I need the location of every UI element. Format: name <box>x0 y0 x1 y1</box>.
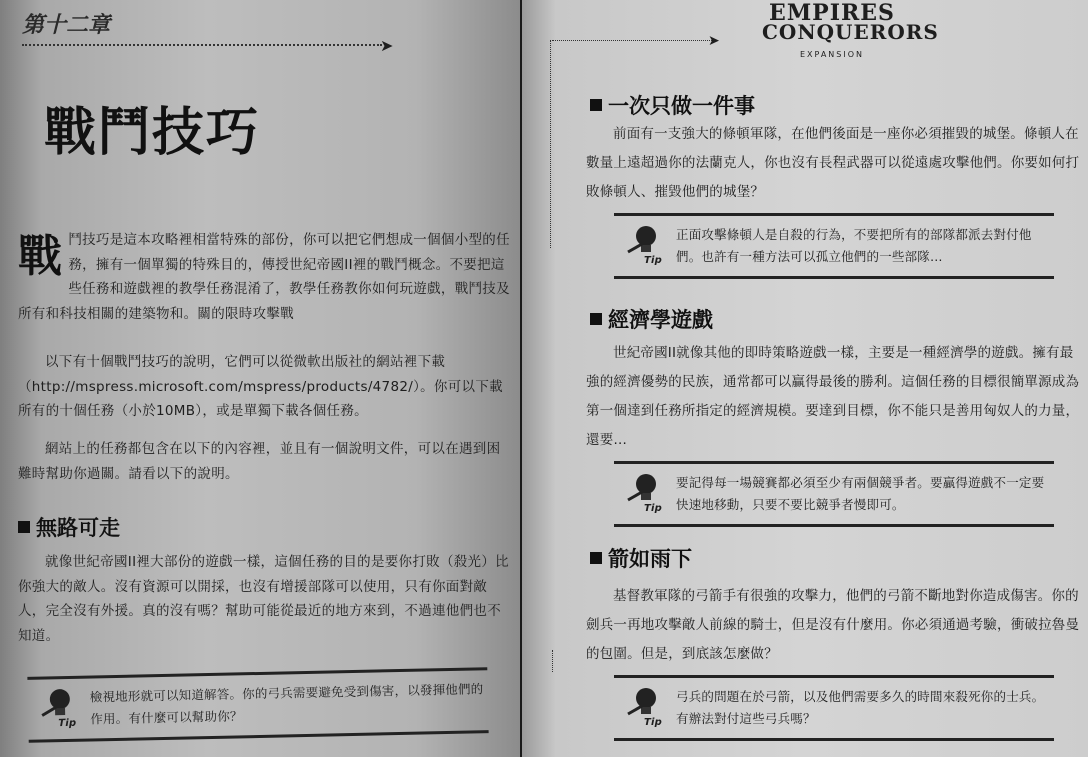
logo-line-3: EXPANSION <box>799 50 865 59</box>
section-heading-economics <box>590 304 713 334</box>
square-bullet-icon <box>590 99 602 111</box>
paragraph-website: 網站上的任務都包含在以下的內容裡，並且有一個說明文件，可以在遇到困難時幫助你過關。請看以下的說明。 <box>18 441 501 482</box>
tip-text: 要記得每一場競賽都必須至少有兩個競爭者。要贏得遊戲不一定要快速地移動，只要不要比競爭者慢即可。 <box>676 475 1045 512</box>
intro-text: 鬥技巧是這本攻略裡相當特殊的部份，你可以把它們想成一個個小型的任務，擁有一個單獨的特殊目的，傳授世紀帝國II裡的戰鬥概念。不要把這些任務和遊戲裡的教學任務混淆了，教學任務教你如何玩遊戲，戰鬥技及所有和科技相關的建築物和。關的限時攻擊戰 <box>18 232 510 322</box>
arrow-right-icon: ➤ <box>380 36 394 55</box>
chapter-title: 戰鬥技巧 <box>44 103 261 163</box>
drop-cap: 戰 <box>18 231 63 282</box>
margin-dotted-mark <box>552 650 553 672</box>
tip-word: Tip <box>644 717 663 728</box>
game-logo <box>762 0 939 59</box>
tip-bottom-rule <box>614 276 1054 279</box>
paragraph-no-way-out: 就像世紀帝國II裡大部份的遊戲一樣，這個任務的目的是要你打敗（殺光）比你強大的敵人。沒有資源可以開採，也沒有增援部隊可以使用，只有你面對敵人，完全沒有外援。真的沒有嗎？幫助可能從最近的地方來到，不過連他們也不知道。 <box>18 554 509 644</box>
tip-word: Tip <box>644 255 663 266</box>
tip-box <box>27 667 488 743</box>
section-heading-text: 箭如雨下 <box>608 547 692 571</box>
chapter-label: 第十二章 <box>22 12 111 38</box>
section-heading-text: 無路可走 <box>36 516 120 540</box>
tip-text: 弓兵的問題在於弓箭，以及他們需要多久的時間來殺死你的士兵。有辦法對付這些弓兵嗎？ <box>676 689 1045 726</box>
left-page <box>0 0 520 757</box>
paragraph-rain-of-arrows: 基督教軍隊的弓箭手有很強的攻擊力，他們的弓箭不斷地對你造成傷害。你的劍兵一再地攻擊敵人前線的騎士，但是沒有什麼用。你必須通過考驗，衝破拉魯曼的包圍。但是，到底該怎麼做？ <box>586 588 1080 662</box>
right-page <box>522 0 1088 757</box>
tip-bottom-rule <box>614 524 1054 527</box>
tip-box <box>614 461 1054 527</box>
section-heading-rain-of-arrows <box>590 543 692 573</box>
section-heading-text: 一次只做一件事 <box>608 94 755 118</box>
square-bullet-icon <box>18 521 30 533</box>
chapter-underline <box>22 44 382 46</box>
tip-text: 正面攻擊條頓人是自殺的行為，不要把所有的部隊都派去對付他們。也許有一種方法可以孤立他們的一些部隊… <box>676 227 1032 264</box>
logo-line-2: CONQUERORS <box>762 20 939 44</box>
paragraph-download: 以下有十個戰鬥技巧的說明，它們可以從微軟出版社的網站裡下載（http://mspress.microsoft.com/mspress/products/4782/）。你可以下載所有的十個任務（小於10MB），或是單獨下載各個任務。 <box>18 354 503 419</box>
intro-paragraph <box>18 228 510 326</box>
margin-dotted-vertical <box>550 40 551 248</box>
tip-word: Tip <box>58 717 77 730</box>
paragraph-economics: 世紀帝國II就像其他的即時策略遊戲一樣，主要是一種經濟學的遊戲。擁有最強的經濟優勢的民族，通常都可以贏得最後的勝利。這個任務的目標很簡單源成為第一個達到任務所指定的經濟規模。要達到目標，你不能只是善用匈奴人的力量，還要… <box>586 345 1080 448</box>
logo-line-1: EMPIRES <box>769 0 895 26</box>
square-bullet-icon <box>590 552 602 564</box>
tip-bottom-rule <box>614 738 1054 741</box>
section-heading-no-way-out <box>18 512 120 542</box>
section-heading-text: 經濟學遊戲 <box>608 308 713 332</box>
margin-dotted-horizontal <box>552 40 712 41</box>
section-heading-one-thing <box>590 90 755 120</box>
square-bullet-icon <box>590 313 602 325</box>
tip-box <box>614 675 1054 741</box>
tip-box <box>614 213 1054 279</box>
arrow-right-icon: ➤ <box>708 33 720 49</box>
tip-text: 檢視地形就可以知道解答。你的弓兵需要避免受到傷害，以發揮他們的作用。有什麼可以幫助你？ <box>89 681 484 727</box>
tip-word: Tip <box>644 503 663 514</box>
paragraph-one-thing: 前面有一支強大的條頓軍隊，在他們後面是一座你必須摧毀的城堡。條頓人在數量上遠超過你的法蘭克人，你也沒有長程武器可以從遠處攻擊他們。你要如何打敗條頓人、摧毀他們的城堡？ <box>586 126 1080 200</box>
